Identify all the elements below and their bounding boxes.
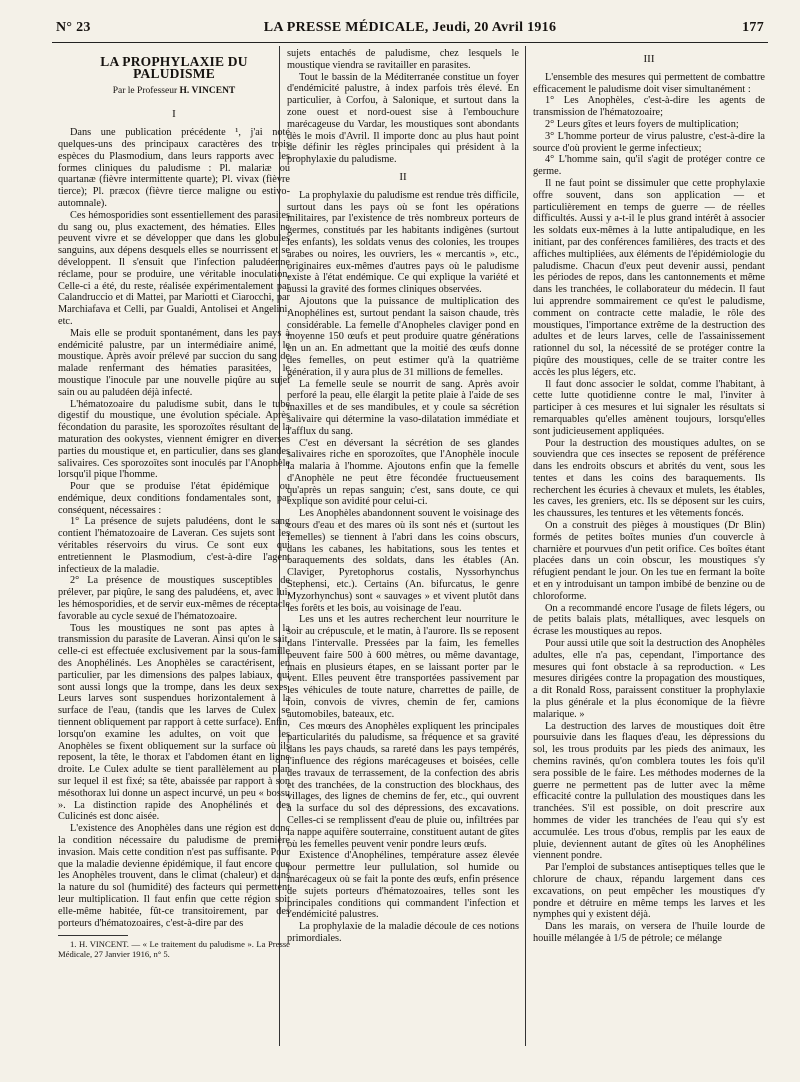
paragraph: Mais elle se produit spontanément, dans les pays à endémicité palustre, par un intermédiaire animé, le moustique. Après avoir prélevé par succion du sang de malade renfermant des hématies parasitées, le moustique l'inocule par une nouvelle piqûre au sujet sain ou au paludéen déjà infecté. xyxy=(58,327,290,398)
paragraph: Dans une publication précédente ¹, j'ai noté quelques-uns des principaux caractères des trois espèces du Plasmodium, dans leurs rapports avec les formes cliniques du paludisme : Pl. malariæ ou quartanæ (fièvre intermittente quarte); Pl. vivax (fièvre tierce); Pl. præcox (fièvre tierce maligne ou estivo-automnale). xyxy=(58,127,290,209)
list-item: 2° Leurs gîtes et leurs foyers de multiplication; xyxy=(545,118,739,130)
paragraph: La prophylaxie de la maladie découle de ces notions primordiales. xyxy=(287,921,519,944)
paragraph: Existence d'Anophélines, température assez élevée pour permettre leur pullulation, sol humide ou marécageux où se fait la ponte des œufs, enfin présence de sujets porteurs d'hématozoaires, telles sont les principales conditions qui commandent l'infection et l'endémicité palustres. xyxy=(287,850,519,921)
paragraph: Ajoutons que la puissance de multiplication des Anophélines est, surtout pendant la saison chaude, très considérable. La femelle d'Anopheles claviger pond en moyenne 150 œufs et peut produire quatre générations en un an. En admettant que la moitié des œufs donne des femelles, on peut estimer qu'à la quatrième génération, il y aura plus de 31 millions de femelles. xyxy=(287,295,519,378)
paragraph: On a construit des pièges à moustiques (Dr Blin) formés de petites boîtes munies d'un couvercle à charnière et pourvues d'un petit orifice. Ces boîtes étant placées dans un coin obscur, les moustiques s'y réfugient pendant le jour. On les tue en fermant la boîte et en y introduisant un tampon imbibé de benzine ou de chloroforme. xyxy=(533,520,765,602)
running-header xyxy=(56,20,764,38)
list-item: 1° Les Anophèles, c'est-à-dire les agents de transmission de l'hématozoaire; xyxy=(533,95,765,119)
article-title: LA PROPHYLAXIE DU PALUDISME xyxy=(100,54,248,81)
section-heading-2: II xyxy=(399,170,407,183)
paragraph: 1° La présence de sujets paludéens, dont le sang contient l'hématozoaire de Laveran. Ces sujets sont les véritables réservoirs du virus. Ce sont eux qui entretiennent le Plasmodium, c'est-à-dire l'agent infectieux de la maladie. xyxy=(58,516,290,575)
paragraph: Dans les marais, on versera de l'huile lourde de houille mélangée à 1/5 de pétrole; ce mélange xyxy=(533,921,765,944)
column-3 xyxy=(533,48,765,1036)
paragraph: Ces mœurs des Anophèles expliquent les principales particularités du paludisme, sa fréquence et sa gravité dans les pays chauds, sa rareté dans les pays tempérés, l'influence des régions marécageuses et boisées, celle des travaux de terrassement, de la confection des abris et des tranchées, de la construction des blockhaus, des villages, des lignes de chemins de fer, etc., qui ouvrent à la surface du sol des dépressions, des excavations. Celles-ci se remplissent d'eau de pluie ou, infiltrées par la nappe aquifère souterraine, constituent autant de gîtes où les femelles peuvent venir pondre leurs œufs. xyxy=(287,720,519,850)
list-item: 4° L'homme sain, qu'il s'agit de protéger contre ce germe. xyxy=(533,154,765,178)
paragraph: Les Anophèles abandonnent souvent le voisinage des cours d'eau et des mares où ils sont nés et (surtout les femelles) se tiennent à l'abri dans les coins obscurs, dans les cabanes, les habitations, sous les tentes et baraquements des soldats, dans les étables (An. Claviger, Pyretophorus costalis, Nyssorhynchus Stephensi, etc.). Certains (An. bifurcatus, le genre Myzorhynchus) sont « sauvages » et vivent plutôt dans les forêts et les bois, au voisinage de l'eau. xyxy=(287,508,519,614)
paragraph: Il faut donc associer le soldat, comme l'habitant, à cette lutte quotidienne contre le mal, l'inviter à participer à ces mesures et lui signaler les résultats si remarquables qu'elles amènent toujours, lorsqu'elles sont judicieusement appliquées. xyxy=(533,378,765,437)
paragraph: Les uns et les autres recherchent leur nourriture le soir au crépuscule, et le matin, à l'aurore. Ils se reposent dans l'intervalle. Pressées par la faim, les femelles peuvent faire 500 à 600 mètres, ou même davantage, mais en plusieurs étapes, en se laissant porter par le vent. Elles peuvent être transportées passivement par les véhicules de toute nature, charrettes de paille, de foin, convois de vivres, chemin de fer, camions automobiles, bateaux, etc. xyxy=(287,614,519,720)
paragraph: 2° La présence de moustiques susceptibles de prélever, par piqûre, le sang des paludéens, et, avec lui, les hémosporidies, et de servir eux-mêmes de réceptacle favorable au cycle sexué de l'hématozoaire. xyxy=(58,575,290,622)
paragraph: L'hématozoaire du paludisme subit, dans le tube digestif du moustique, une évolution spéciale. Après fécondation du parasite, les sporozoïtes résultant de la maturation des ookystes, viennent émigrer en diverses parties du moustique et, en particulier, dans ses glandes salivaires. Ces sporozoïtes sont inoculés par l'Anophèle lorsqu'il pique l'homme. xyxy=(58,398,290,481)
author-name: H. VINCENT xyxy=(179,85,236,96)
paragraph: Tout le bassin de la Méditerranée constitue un foyer d'endémicité palustre, à index parfois très élevé. En particulier, à Corfou, à Salonique, et surtout dans la zone ouest et nord-ouest sise à l'embouchure marécageuse du Vardar, les moustiques sont abondants dès le mois d'Avril. Il importe donc au plus haut point de définir les règles principales qui président à la prophylaxie du paludisme. xyxy=(287,71,519,166)
section-heading-3: III xyxy=(643,53,655,65)
byline xyxy=(58,86,290,98)
paragraph: Par l'emploi de substances antiseptiques telles que le chlorure de chaux, répandu largement dans ces excavations, on peut empêcher les moustiques d'y pondre et détruire en même temps les larves et les nymphes qui y existent déjà. xyxy=(533,862,765,921)
paragraph: La prophylaxie du paludisme est rendue très difficile, surtout dans les pays où se font les opérations militaires, par l'existence de très nombreux porteurs de germes, constitués par les habitants indigènes (surtout les enfants), les soldats venus des colonies, les troupes arabes ou noires, les ouvriers, les « mercantis », etc., originaires eux-mêmes d'autres pays où le paludisme existe à l'état endémique. Ce qui explique la variété et aussi la gravité des formes cliniques observées. xyxy=(287,189,519,296)
paragraph: Il ne faut point se dissimuler que cette prophylaxie offre souvent, dans son application — et particulièrement en temps de guerre — de réelles difficultés. Aussi y a-t-il le plus grand intérêt à associer les soldats eux-mêmes à la lutte antipaludique, en les initiant, par des conférences familières, des tracts et des affiches multipliées, aux éléments de l'épidémiologie du paludisme. Chacun d'eux peut devenir aussi, pendant les périodes de repos, dans les cantonnements et même dans les tranchées, le collaborateur du médecin. Il faut lui apprendre sommairement ce qu'est le paludisme, comment on contracte cette maladie, le rôle des moustiques, l'importance extrême de la destruction des adultes et de leurs larves, celle de l'assainissement rationnel du sol, la nécessité de se protéger contre la piqûre des moustiques, celle de se traiter contre les accès les plus légers, etc. xyxy=(533,177,765,378)
paragraph: On a recommandé encore l'usage de filets légers, ou de petits balais plats, métalliques, avec lesquels on écrase les moustiques au repos. xyxy=(533,602,765,638)
footnote-rule xyxy=(58,935,128,936)
byline-prefix: Par le Professeur xyxy=(112,85,178,96)
paragraph: Ces hémosporidies sont essentiellement des parasites du sang ou, plus exactement, des hématies. Elles ne peuvent vivre et se développer que dans les globules sanguins, aux dépens desquels elles se nourrissent et se développent. Il s'ensuit que l'infection paludéenne réclame, pour se produire, une véritable inoculation. Celle-ci a été, du reste, réalisée expérimentalement par Calandruccio et di Mattei, par Mariotti et Ciarocchi, par Marchiafava et Celli, par Gualdi, Antolisei et Angelini, etc. xyxy=(58,209,290,327)
header-rule xyxy=(52,42,768,43)
paragraph: L'ensemble des mesures qui permettent de combattre efficacement le paludisme doit viser simultanément : xyxy=(533,71,765,95)
paragraph: Pour aussi utile que soit la destruction des Anophèles adultes, elle n'a pas, cependant, l'importance des mesures qui font obstacle à sa reproduction. « Les mesures dirigées contre la propagation des moustiques, a dit Ronald Ross, paraissent constituer la prophylaxie la plus générale et la plus économique de la fièvre malarique. » xyxy=(533,638,765,720)
issue-number: N° 23 xyxy=(56,20,91,35)
paragraph: Tous les moustiques ne sont pas aptes à la transmission du parasite de Laveran. Ainsi qu'on le sait, celle-ci est effectuée exclusivement par la sous-famille des Anophélinés. Les Anophèles se caractérisent, en particulier, par les dimensions des palpes labiaux, qui sont aussi longs que la trompe, dans les deux sexes. Leurs larves sont suspendues horizontalement à la surface de l'eau, (tandis que les larves de Culex se tiennent obliquement par rapport à cette surface). Enfin, lorsqu'on examine les adultes, on voit que les Anophèles se fixent obliquement sur la surface où ils reposent, la tête, le thorax et l'abdomen étant en ligne droite. Le Culex adulte se tient parallèlement au plan sur lequel il est fixé; sa tête, abaissée par rapport à son mésothorax lui donne un aspect incurvé, un peu « bossu ». La distinction rapide des Anophélinés et des Culicinés est donc aisée. xyxy=(58,622,290,823)
page-number: 177 xyxy=(742,20,764,35)
paragraph: Pour la destruction des moustiques adultes, on se souviendra que ces insectes se reposent de préférence dans les endroits obscurs et abrités du vent, sous les tentes et dans les coins des baraquements. Ils recherchent les écuries à chevaux et mulets, les étables, les caves, les greniers, etc. Ils se déposent sur les cuirs, les chaussures, les tentures et les vêtements foncés. xyxy=(533,437,765,520)
paragraph: La femelle seule se nourrit de sang. Après avoir perforé la peau, elle élargit la petite plaie à l'aide de ses maxilles et de ses mandibules, et y coule sa sécrétion salivaire qui détermine la vaso-dilatation immédiate et l'afflux du sang. xyxy=(287,378,519,437)
paragraph: sujets entachés de paludisme, chez lesquels le moustique viendra se ravitailler en parasites. xyxy=(287,48,519,71)
section-heading-1: I xyxy=(172,108,176,121)
column-2 xyxy=(287,48,519,1036)
column-1 xyxy=(58,48,290,1036)
list-item: 3° L'homme porteur de virus palustre, c'est-à-dire la source d'où provient le germe infectieux; xyxy=(533,130,765,154)
paragraph: La destruction des larves de moustiques doit être poursuivie dans les flaques d'eau, les dépressions du sol, les trous produits par les pieds des animaux, les chemins ravinés, qu'on comblera toutes les fois qu'il sera possible de le faire. Les méthodes modernes de la guerre ne permettent pas de lutter avec la même efficacité contre la pullulation des moustiques dans les tranchées. S'il est possible, on doit prescrire aux hommes de vider les tranchées de l'eau qui s'y est accumulée. Les trous d'obus, remplis par les eaux de pluie, deviennent autant de gîtes où les Anophélines viennent pondre. xyxy=(533,720,765,862)
paragraph: L'existence des Anophèles dans une région est donc la condition nécessaire du paludisme de première invasion. Mais cette condition n'est pas suffisante. Pour que la maladie devienne épidémique, il faut encore que les Anophèles trouvent, dans le climat (chaleur) et dans la nature du sol (humidité) des facteurs qui permettent leur multiplication. Il faut enfin que cette région soit elle-même habitée, fût-ce transitoirement, par des porteurs d'hématozoaires, c'est-à-dire par des xyxy=(58,823,290,929)
journal-title: LA PRESSE MÉDICALE, Jeudi, 20 Avril 1916 xyxy=(263,20,557,35)
footnote: 1. H. VINCENT. — « Le traitement du paludisme ». La Presse Médicale, 27 Janvier 1916, n° 5. xyxy=(58,939,290,960)
column-divider xyxy=(525,46,526,1046)
paragraph: Pour que se produise l'état épidémique ou endémique, deux conditions fondamentales sont, par conséquent, nécessaires : xyxy=(58,481,290,516)
paragraph: C'est en déversant la sécrétion de ses glandes salivaires riche en sporozoïtes, que l'Anophèle inocule la malaria à l'homme. Ajoutons enfin que la femelle d'Anophèle ne peut être fécondée fructueusement qu'après un repas sanguin; c'est, sans doute, ce qui explique son avidité pour celui-ci. xyxy=(287,437,519,508)
